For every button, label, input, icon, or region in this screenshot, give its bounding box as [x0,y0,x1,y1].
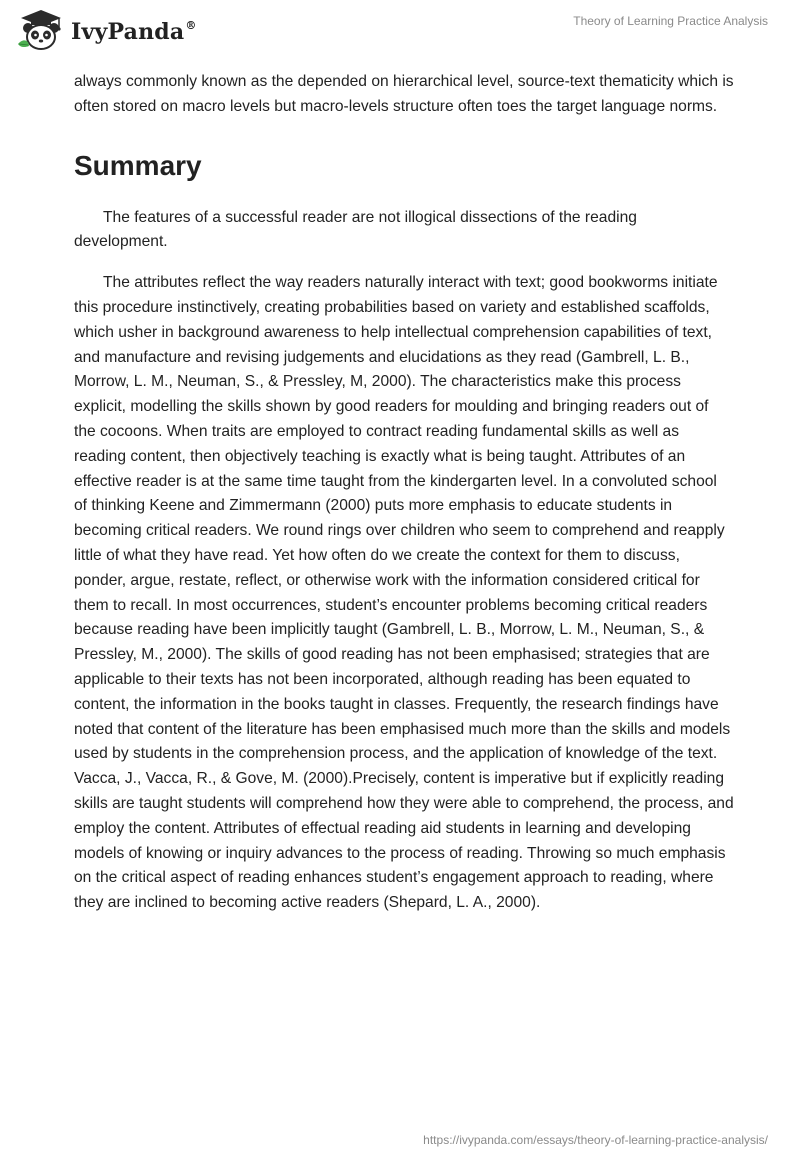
essay-content [74,70,734,932]
source-url[interactable]: https://ivypanda.com/essays/theory-of-learning-practice-analysis/ [423,1133,768,1147]
section-heading: Summary [74,149,202,181]
logo-text: IvyPanda® [71,19,197,45]
paragraph: The attributes reflect the way readers naturally interact with text; good bookworms initiate this procedure instinctively, creating probabilities based on variety and established scaffolds, which usher in background awareness to help intellectual comprehension capabilities of text, and manufacture and revising judgements and elucidations as they read (Gambrell, L. B., Morrow, L. M., Neuman, S., & Pressley, M, 2000). The characteristics make this process explicit, modelling the skills shown by good readers for moulding and bringing readers out of the cocoons. When traits are employed to contract reading fundamental skills as well as reading content, then objectively teaching is exactly what is being taught. Attributes of an effective reader is at the same time taught from the kindergarten level. In a convoluted school of thinking Keene and Zimmermann (2000) puts more emphasis to educate students in becoming critical readers. We round rings over children who seem to comprehend and reapply little of what they have read. Yet how often do we create the context for them to discuss, ponder, argue, restate, reflect, or otherwise work with the information considered critical for them to recall. In most occurrences, student’s encounter problems becoming critical readers because reading have been implicitly taught (Gambrell, L. B., Morrow, L. M., Neuman, S., & Pressley, M., 2000). The skills of good reading has not been emphasised; strategies that are applicable to their texts has not been incorporated, although reading has been equated to content, the information in the books taught in classes. Frequently, the research findings have noted that content of the literature has been emphasised much more than the skills and models used by students in the comprehension process, and the application of knowledge of the text. Vacca, J., Vacca, R., & Gove, M. (2000).Precisely, content is imperative but if explicitly reading skills are taught students will comprehend how they were able to comprehend, the process, and employ the content. Attributes of effectual reading aid students in learning and developing models of knowing or inquiry advances to the process of reading. Throwing so much emphasis on the critical aspect of reading enhances student’s engagement approach to reading, where they are inclined to becoming active readers (Shepard, L. A., 2000). [74,274,734,912]
page-header [0,0,800,64]
document-title: Theory of Learning Practice Analysis [573,14,768,28]
ivypanda-logo[interactable] [15,8,197,52]
paragraph: The features of a successful reader are not illogical dissections of the reading development. [74,208,637,251]
continued-paragraph: always commonly known as the depended on hierarchical level, source-text thematicity which is often stored on macro levels but macro-levels structure often toes the target language norms. [74,73,734,115]
panda-graduate-icon [15,8,67,52]
